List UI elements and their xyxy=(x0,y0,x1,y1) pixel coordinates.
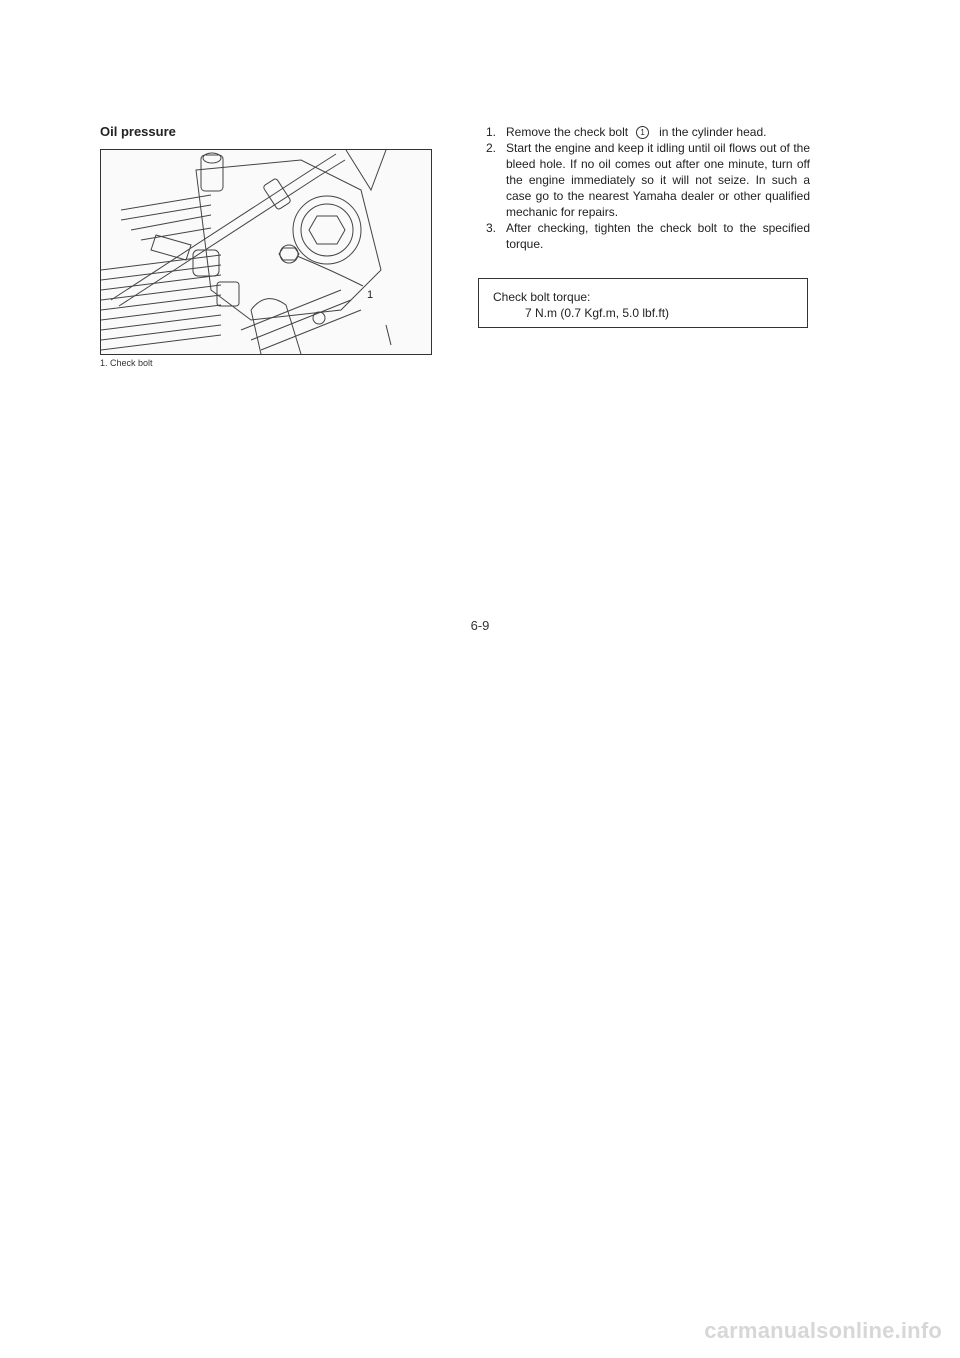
step-number: 2. xyxy=(486,141,497,155)
step-item xyxy=(486,140,810,220)
step-text: Remove the check bolt xyxy=(506,125,629,139)
site-watermark: carmanualsonline.info xyxy=(704,1318,942,1343)
check-bolt-badge: 1 xyxy=(636,126,649,139)
spec-value: 7 N.m (0.7 Kgf.m, 5.0 lbf.ft) xyxy=(525,306,670,320)
step-number: 3. xyxy=(486,221,497,235)
figure-caption: 1. Check bolt xyxy=(100,358,153,368)
step-number: 1. xyxy=(486,125,497,139)
step-text: Start the engine and keep it idling until oil flows out of the bleed hole. If no oil comes out after one minute, turn off the engine immediately so it will not seize. In such a case go to the nearest Yamaha dealer or other qualified mechanic for repairs. xyxy=(506,141,810,219)
step-text: After checking, tighten the check bolt to the specified torque. xyxy=(506,221,810,251)
spec-label: Check bolt torque: xyxy=(493,290,591,304)
step-item xyxy=(486,220,810,252)
procedure-steps xyxy=(486,124,810,252)
figure-callout: 1 xyxy=(367,289,374,301)
torque-spec-box xyxy=(478,278,808,328)
cylinder-head-drawing xyxy=(101,150,431,354)
step-text: in the cylinder head. xyxy=(659,125,767,139)
section-title: Oil pressure xyxy=(100,124,176,139)
page-number: 6-9 xyxy=(470,618,490,633)
engine-illustration xyxy=(100,149,432,355)
step-item xyxy=(486,124,810,140)
